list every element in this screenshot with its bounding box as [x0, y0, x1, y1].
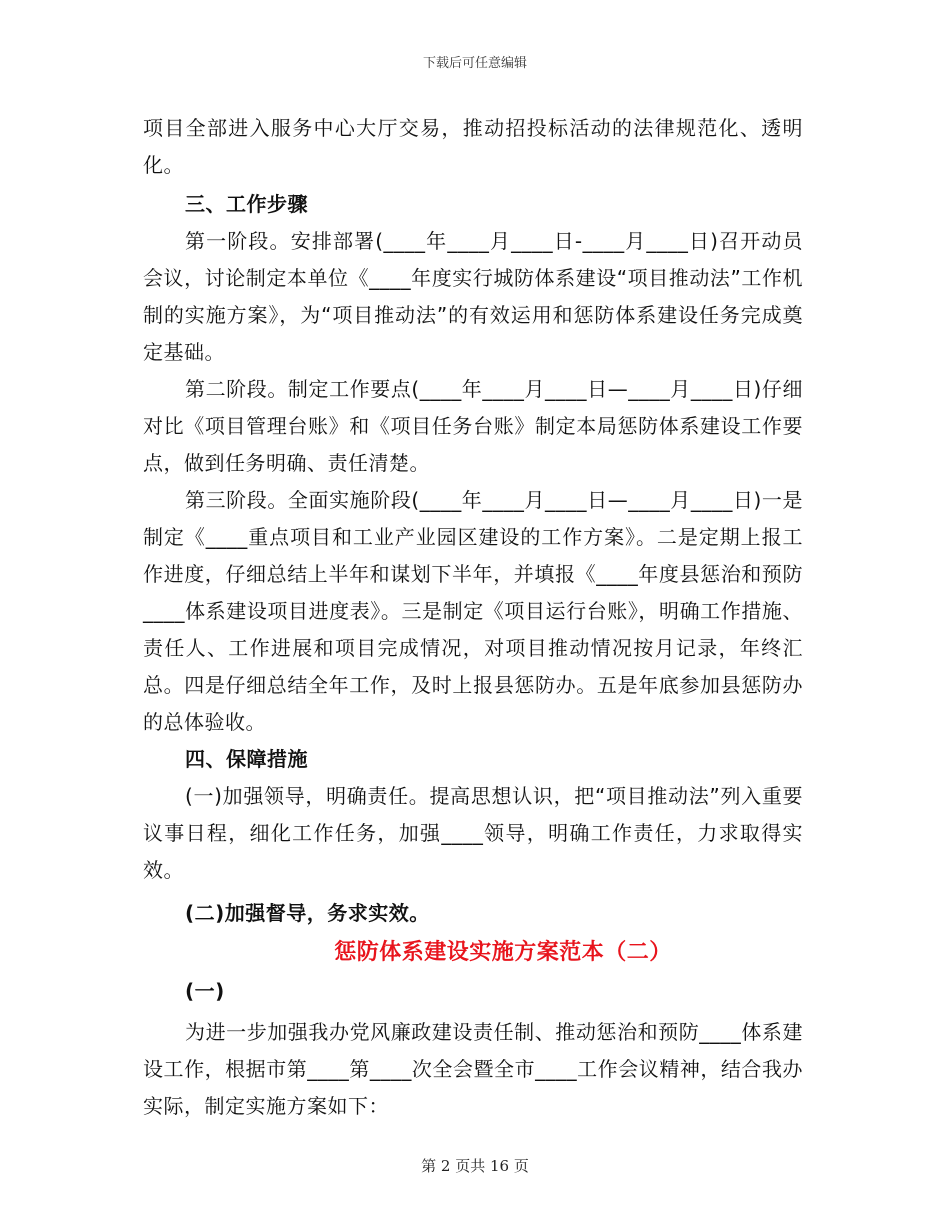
paragraph-stage-2: 第二阶段。制定工作要点(____年____月____日—____月____日)仔细对比《项目管理台账》和《项目任务台账》制定本局惩防体系建设工作要点，做到任务明确、责任清楚。	[143, 377, 803, 475]
paragraph-stage-3: 第三阶段。全面实施阶段(____年____月____日—____月____日)一是制定《____重点项目和工业产业园区建设的工作方案》。二是定期上报工作进度，仔细总结上半年和谋划下半年，并填报《____年度县惩治和预防____体系建设项目进度表》。三是制定《项目运行台账》，明确工作措施、责任人、工作进展和项目完成情况，对项目推动情况按月记录，年终汇总。四是仔细总结全年工作，及时上报县惩防办。五是年底参加县惩防办的总体验收。	[143, 488, 803, 734]
page-footer: 第 2 页共 16 页	[421, 1157, 529, 1175]
page-header: 下载后可任意编辑	[422, 56, 527, 71]
subsection-heading-1: (一)	[185, 979, 225, 1003]
paragraph-stage-1: 第一阶段。安排部署(____年____月____日-____月____日)召开动员会议，讨论制定本单位《____年度实行城防体系建设“项目推动法”工作机制的实施方案》，为“项目推动法”的有效运用和惩防体系建设任务完成奠定基础。	[143, 229, 803, 364]
paragraph-measure-1: (一)加强领导，明确责任。提高思想认识，把“项目推动法”列入重要议事日程，细化工作任务，加强____领导，明确工作责任，力求取得实效。	[143, 784, 803, 882]
paragraph-intro: 为进一步加强我办党风廉政建设责任制、推动惩治和预防____体系建设工作，根据市第____第____次全会暨全市____工作会议精神，结合我办实际，制定实施方案如下：	[143, 1020, 803, 1118]
paragraph-measure-2: (二)加强督导，务求实效。	[185, 901, 430, 925]
document-title-part-2: 惩防体系建设实施方案范本（二）	[334, 940, 672, 965]
paragraph-continuation: 项目全部进入服务中心大厅交易，推动招投标活动的法律规范化、透明化。	[143, 116, 803, 177]
document-body	[143, 110, 803, 1125]
section-heading-4: 四、保障措施	[185, 747, 308, 771]
section-heading-3: 三、工作步骤	[185, 192, 308, 216]
